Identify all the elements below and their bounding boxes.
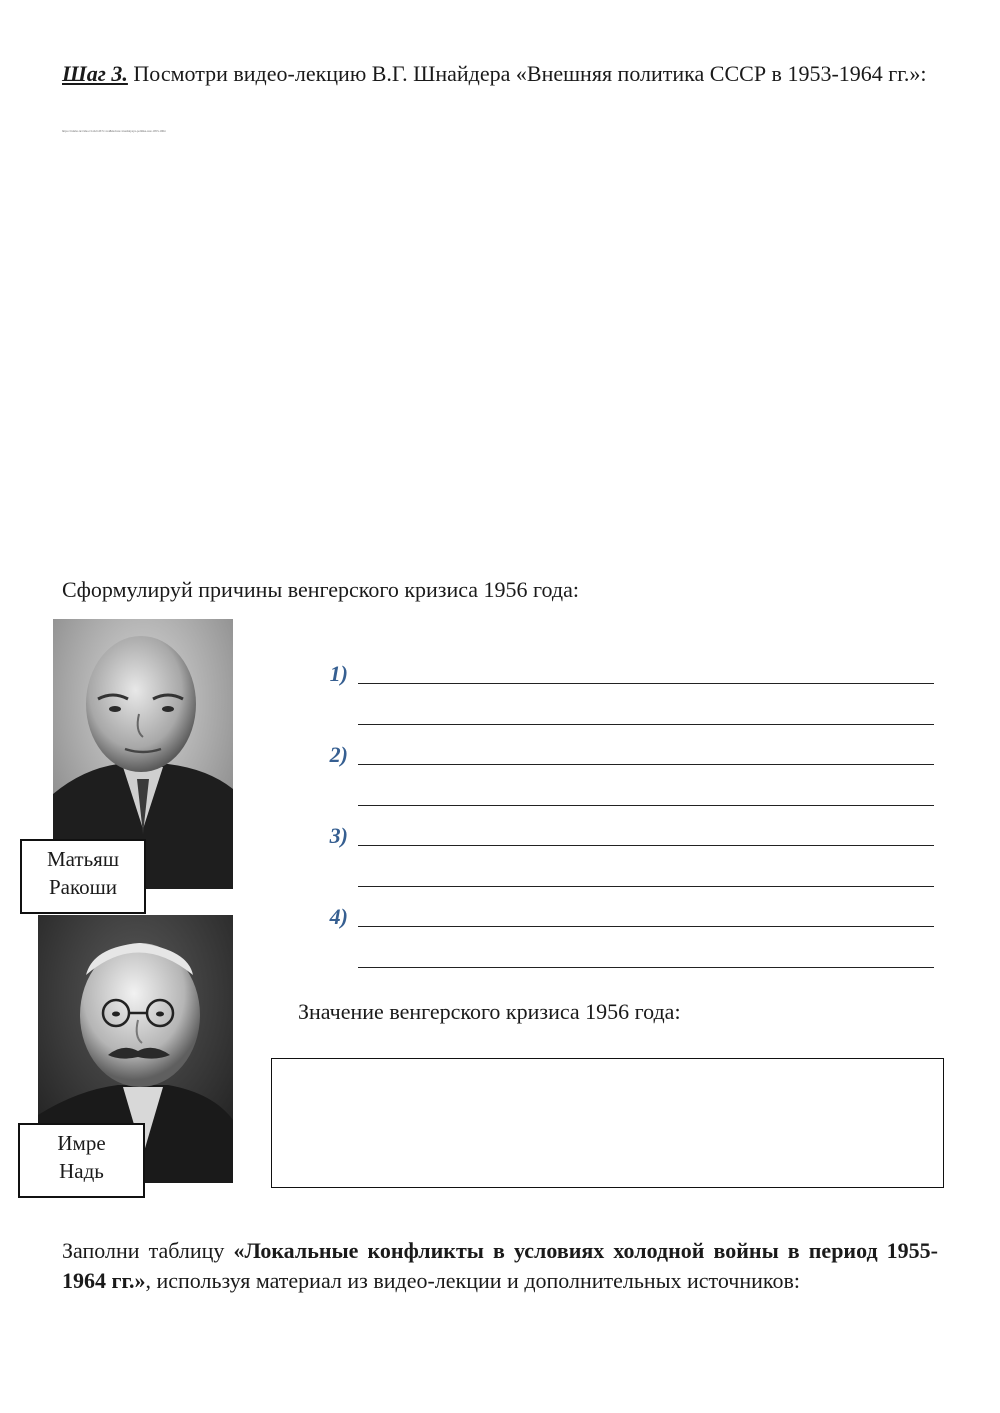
cause-1-line-1[interactable] <box>358 683 934 684</box>
name-box-rakosi <box>20 839 146 914</box>
cause-2-line-1[interactable] <box>358 764 934 765</box>
meaning-heading: Значение венгерского кризиса 1956 года: <box>298 999 681 1024</box>
name-nagy-line1: Имре <box>57 1131 106 1155</box>
table-instruction-suffix: , используя материал из видео-лекции и дополнительных источников: <box>145 1268 800 1293</box>
cause-1-line-2[interactable] <box>358 724 934 725</box>
name-rakosi-line1: Матьяш <box>46 847 120 871</box>
cause-number-3: 3) <box>329 823 348 848</box>
step-instruction <box>62 58 942 90</box>
video-link[interactable]: https://rutube.ru/video/c1ab2cd3/?r=wd&lecture=vneshnyaya-politika-sssr-1953-1964 <box>62 129 166 133</box>
cause-3-line-1[interactable] <box>358 845 934 846</box>
name-rakosi-line2: Ракоши <box>48 875 118 899</box>
step-label: Шаг 3. <box>62 61 128 86</box>
cause-number-2: 2) <box>329 742 348 767</box>
causes-heading: Сформулируй причины венгерского кризиса 1956 года: <box>62 577 579 602</box>
table-title: «Локальные конфликты в условиях холодной войны в период 1955-1964 гг.» <box>62 1238 939 1293</box>
step-text: Посмотри видео-лекцию В.Г. Шнайдера «Внешняя политика СССР в 1953-1964 гг.»: <box>127 61 927 86</box>
cause-4-line-2[interactable] <box>358 967 934 968</box>
name-nagy-line2: Надь <box>59 1159 104 1183</box>
name-box-nagy <box>18 1123 145 1198</box>
meaning-answer-box[interactable] <box>271 1058 944 1188</box>
cause-2-line-2[interactable] <box>358 805 934 806</box>
table-instruction-prefix: Заполни таблицу <box>62 1238 234 1263</box>
cause-number-4: 4) <box>329 904 348 929</box>
cause-3-line-2[interactable] <box>358 886 934 887</box>
cause-number-1: 1) <box>329 661 348 686</box>
cause-4-line-1[interactable] <box>358 926 934 927</box>
table-instruction <box>62 1236 938 1296</box>
